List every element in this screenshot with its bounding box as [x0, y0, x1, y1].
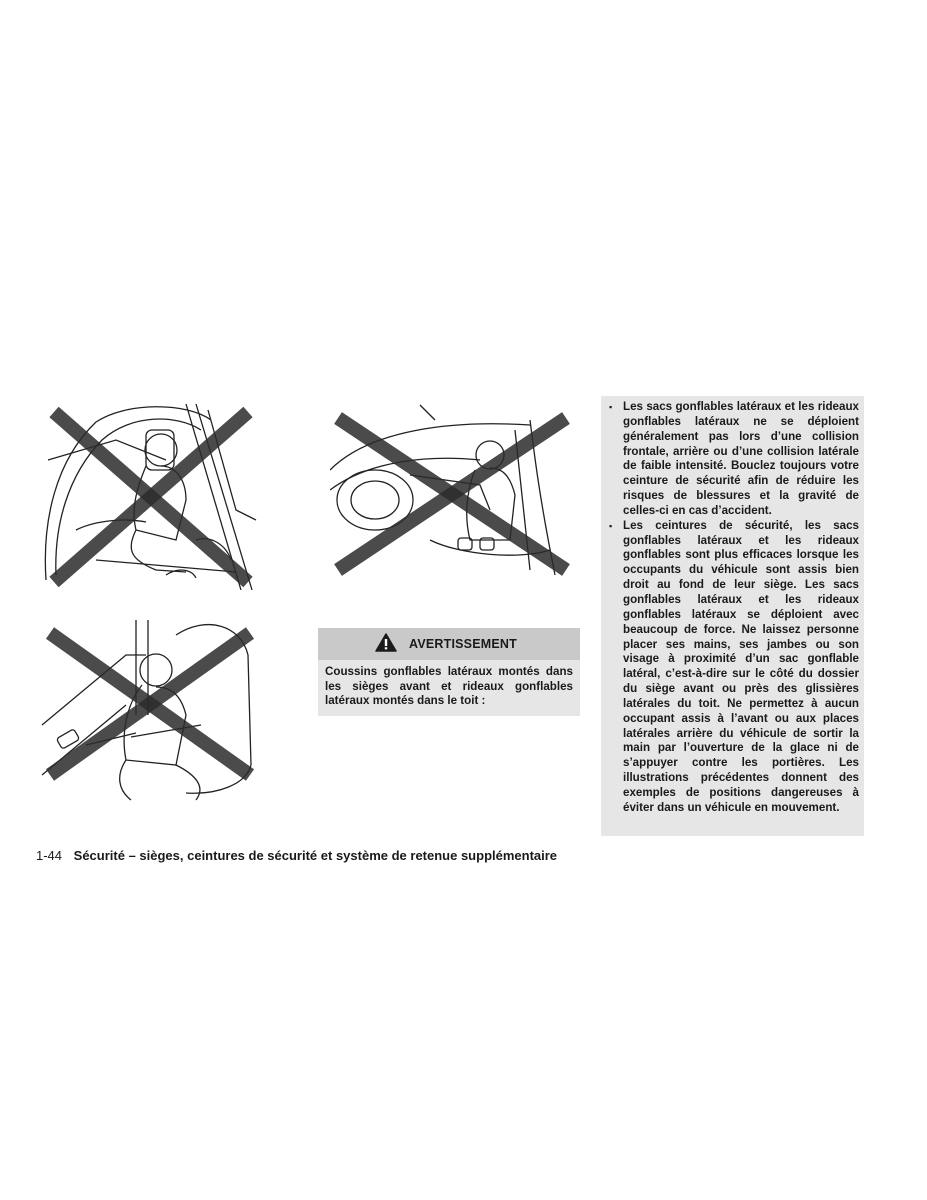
notes-list [609, 400, 859, 816]
illustration-child-near-dashboard [330, 400, 580, 580]
illustration-occupant-leaning-on-seat [36, 615, 276, 805]
warning-box [318, 628, 580, 716]
warning-header [318, 628, 580, 660]
warning-title: AVERTISSEMENT [409, 637, 517, 651]
notes-panel [601, 396, 864, 836]
warning-triangle-icon [375, 633, 397, 655]
note-item: ▪ Les ceintures de sécurité, les sacs gonflables latéraux et les rideaux gonflables sont plus efficaces lorsque les occupants du véhicule sont assis bien droit au fond de leur siège. Les sacs gonflables latéraux et les rideaux gonflables latéraux se déploient avec beaucoup de force. Ne laissez personne placer ses mains, ses jambes ou son visage à proximité d’un sac gonflable latéral, c’est-à-dire sur le côté du dossier du siège avant ou près des glissières latérales du toit. Ne permettez à aucun occupant assis à l’avant ou aux places latérales arrière du véhicule de sortir la main par l’ouverture de la glace ni de s’appuyer contre les portières. Les illustrations précédentes donnent des exemples de positions dangereuses à éviter dans un véhicule en mouvement. [609, 519, 859, 816]
illustration-occupant-leaning-on-door [36, 400, 266, 590]
section-title: Sécurité – sièges, ceintures de sécurité et système de retenue supplémentaire [73, 848, 558, 863]
page-footer [36, 848, 557, 863]
note-item: ▪ Les sacs gonflables latéraux et les rideaux gonflables latéraux ne se déploient généralement pas lors d’une collision frontale, arrière ou d’une collision latérale de faible intensité. Bouclez toujours votre ceinture de sécurité afin de réduire les risques de blessures et la gravité de celles-ci en cas d’accident. [609, 400, 859, 519]
page-number: 1-44 [36, 848, 63, 863]
warning-text: Coussins gonflables latéraux montés dans les sièges avant et rideaux gonflables latéraux montés dans le toit : [318, 660, 580, 716]
